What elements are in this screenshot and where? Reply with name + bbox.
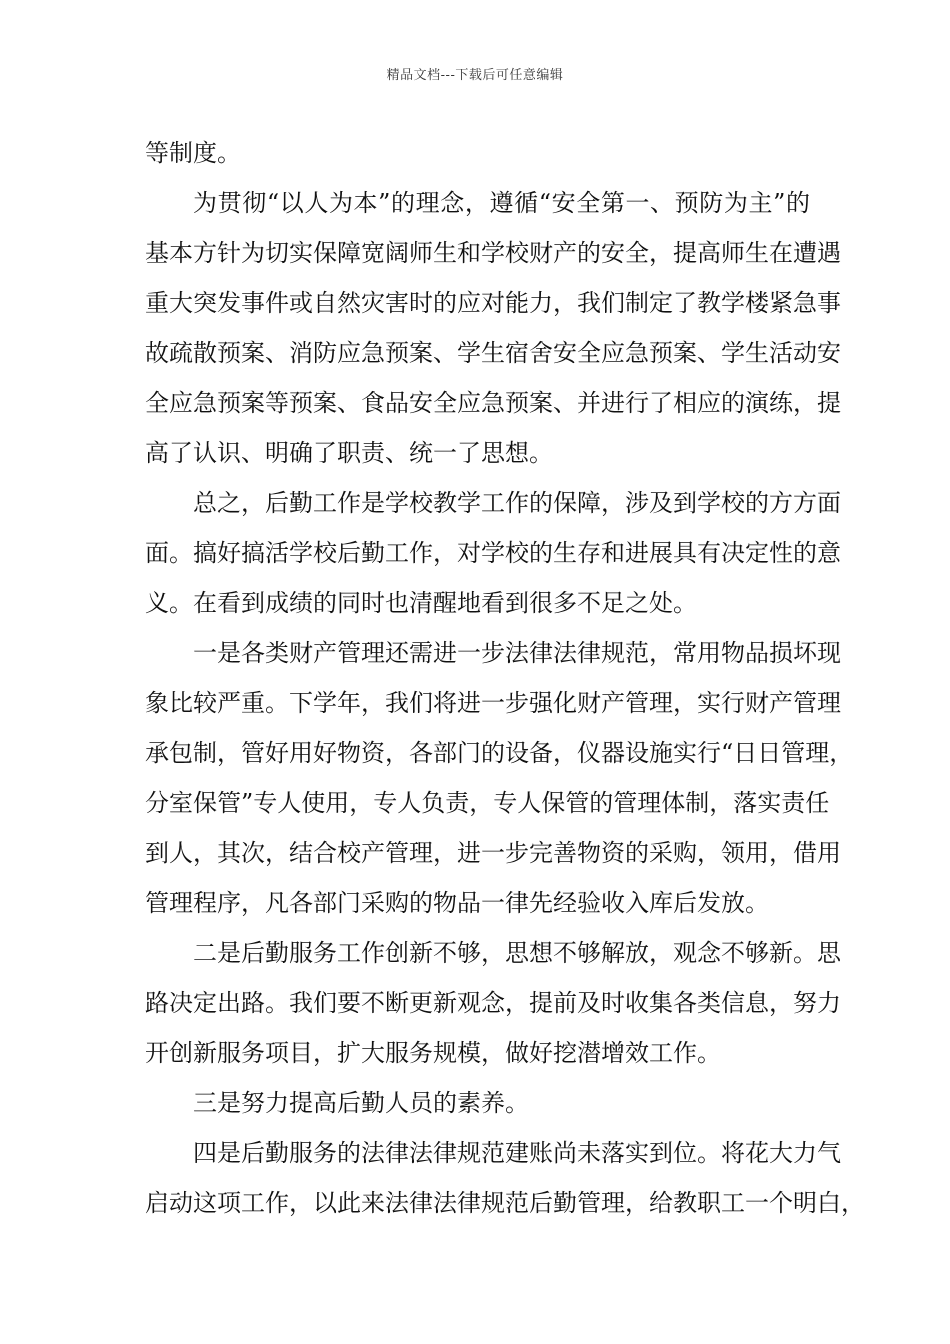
text-line: 高了认识、明确了职责、统一了思想。	[145, 439, 553, 467]
text-line: 重大突发事件或自然灾害时的应对能力，我们制定了教学楼紧急事	[145, 289, 841, 317]
page-header: 精品文档---下载后可任意编辑	[386, 68, 564, 83]
text-line: 义。在看到成绩的同时也清醒地看到很多不足之处。	[145, 589, 697, 617]
text-line: 故疏散预案、消防应急预案、学生宿舍安全应急预案、学生活动安	[145, 339, 841, 367]
text-line: 为贯彻“以人为本”的理念，遵循“安全第一、预防为主”的	[193, 189, 810, 217]
paragraph	[145, 1078, 810, 1128]
text-line: 面。搞好搞活学校后勤工作，对学校的生存和进展具有决定性的意	[145, 539, 841, 567]
text-line: 到人，其次，结合校产管理，进一步完善物资的采购，领用，借用	[145, 839, 841, 867]
text-line: 管理程序，凡各部门采购的物品一律先经验收入库后发放。	[145, 889, 769, 917]
text-line: 路决定出路。我们要不断更新观念，提前及时收集各类信息，努力	[145, 989, 841, 1017]
paragraph	[145, 128, 810, 178]
text-line: 启动这项工作，以此来法律法律规范后勤管理，给教职工一个明白，	[145, 1189, 865, 1217]
text-line: 象比较严重。下学年，我们将进一步强化财产管理，实行财产管理	[145, 689, 841, 717]
paragraph	[145, 1128, 865, 1228]
paragraph	[145, 178, 841, 478]
paragraph	[145, 928, 841, 1078]
text-line: 承包制，管好用好物资，各部门的设备，仪器设施实行“日日管理，	[145, 739, 854, 767]
document-body	[145, 128, 865, 1228]
text-line: 开创新服务项目，扩大服务规模，做好挖潜增效工作。	[145, 1039, 721, 1067]
text-line: 总之，后勤工作是学校教学工作的保障，涉及到学校的方方面	[193, 489, 841, 517]
text-line: 全应急预案等预案、食品安全应急预案、并进行了相应的演练，提	[145, 389, 841, 417]
text-line: 等制度。	[145, 139, 241, 167]
text-line: 一是各类财产管理还需进一步法律法律规范，常用物品损坏现	[193, 639, 841, 667]
paragraph	[145, 478, 841, 628]
text-line: 四是后勤服务的法律法律规范建账尚未落实到位。将花大力气	[193, 1139, 841, 1167]
text-line: 三是努力提高后勤人员的素养。	[193, 1089, 529, 1117]
text-line: 分室保管”专人使用，专人负责，专人保管的管理体制，落实责任	[145, 789, 830, 817]
paragraph	[145, 628, 854, 928]
text-line: 二是后勤服务工作创新不够，思想不够解放，观念不够新。思	[193, 939, 841, 967]
text-line: 基本方针为切实保障宽阔师生和学校财产的安全，提高师生在遭遇	[145, 239, 841, 267]
